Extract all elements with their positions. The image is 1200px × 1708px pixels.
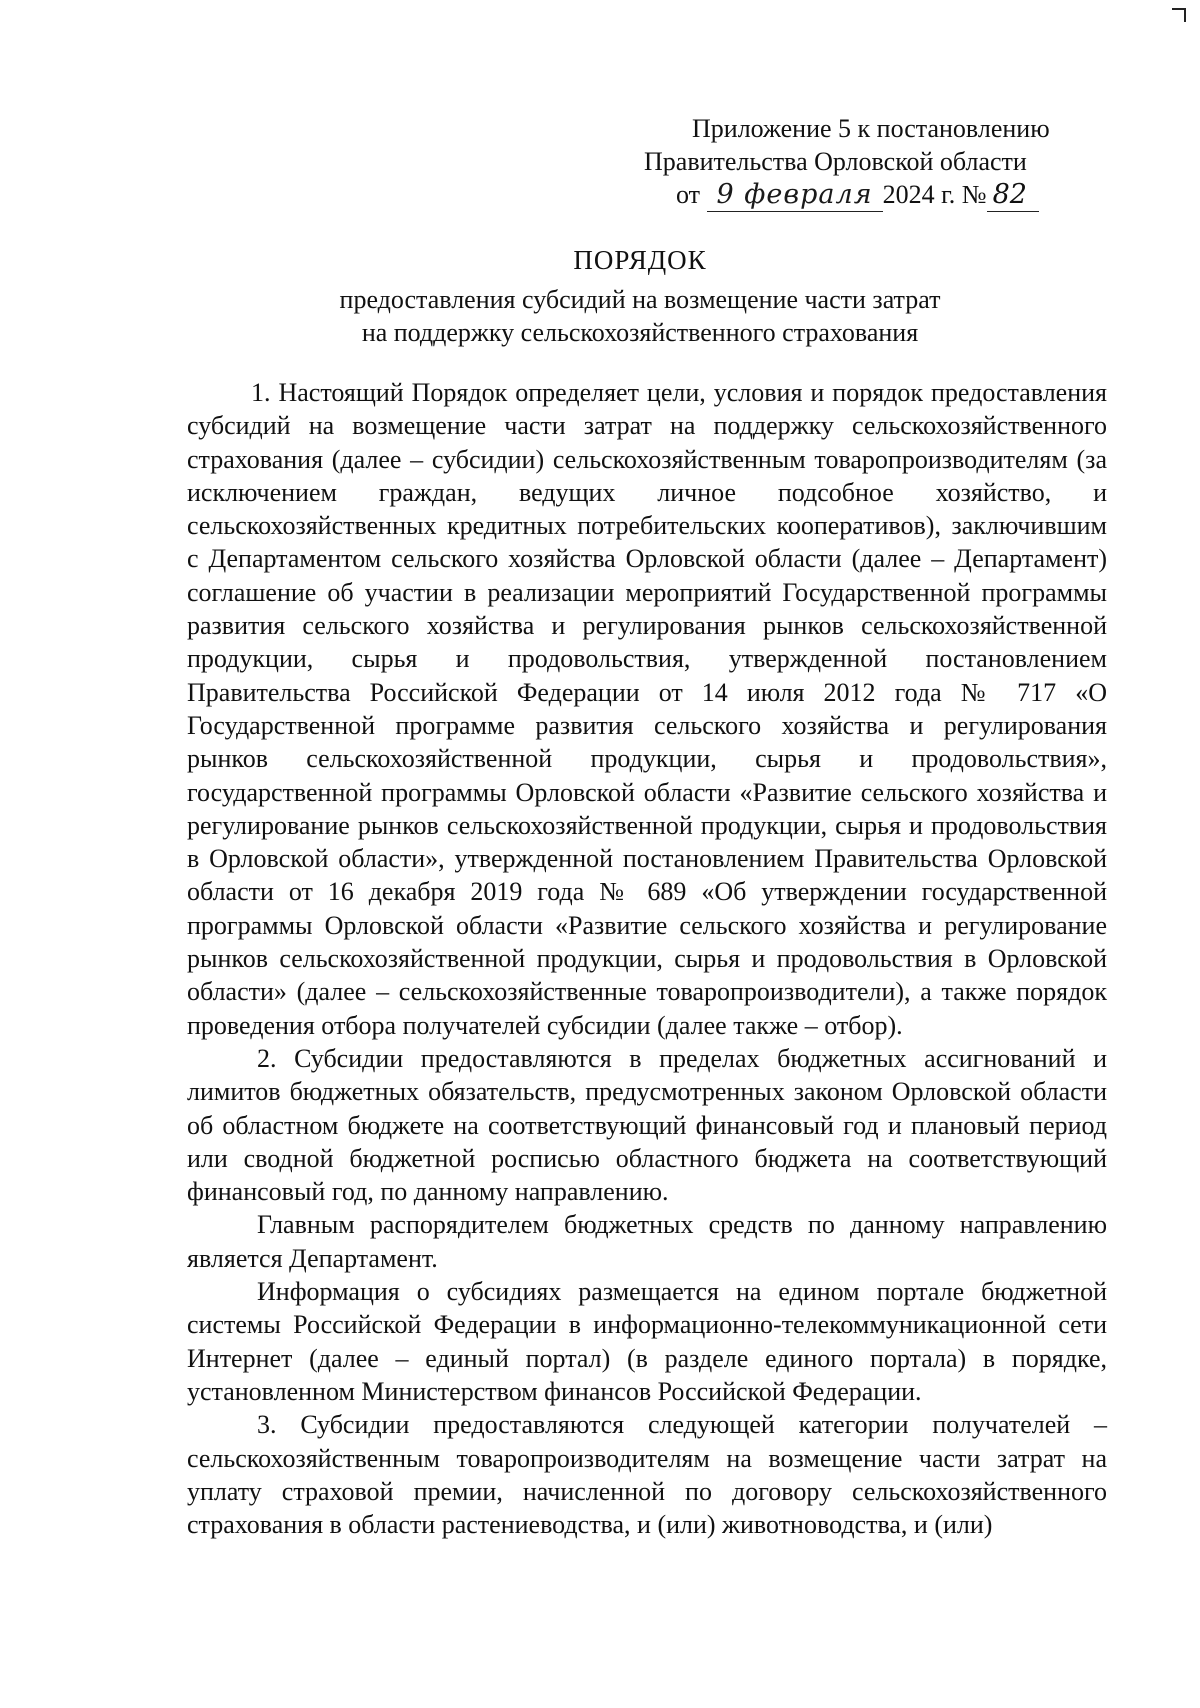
corner-crop-mark [1172, 8, 1186, 22]
paragraph-2: 2. Субсидии предоставляются в пределах бюджетных ассигнований и лимитов бюджетных обязательств, предусмотренных законом Орловской области об областном бюджете на соответствующий финансовый год и плановый период или сводной бюджетной росписью областного бюджета на соответствующий финансовый год, по данному направлению. [187, 1043, 1107, 1207]
appendix-line-2: Правительства Орловской области [644, 147, 1027, 176]
document-subtitle-line-2: на поддержку сельскохозяйственного страхования [361, 318, 919, 347]
paragraph-4: Информация о субсидиях размещается на едином портале бюджетной системы Российской Федерации в информационно-телекоммуникационной сети Интернет (далее – единый портал) (в разделе единого портала) в порядке, установленном Министерством финансов Российской Федерации. [187, 1277, 1107, 1406]
document-title: ПОРЯДОК [573, 245, 707, 275]
paragraph-1: 1. Настоящий Порядок определяет цели, условия и порядок предоставления субсидий на возмещение части затрат на поддержку сельскохозяйственного страхования (далее – субсидии) сельскохозяйственным товаропроизводителям (за исключением граждан, ведущих личное подсобное хозяйство, и сельскохозяйственных кредитных потребительских кооперативов), заключившим с Департаментом сельского хозяйства Орловской области (далее – Департамент) соглашение об участии в реализации мероприятий Государственной программы развития сельского хозяйства и регулирования рынков сельскохозяйственной продукции, сырья и продовольствия, утвержденной постановлением Правительства Российской Федерации от 14 июля 2012 года № 717 «О Государственной программе развития сельского хозяйства и регулирования рынков сельскохозяйственной продукции, сырья и продовольствия», государственной программы Орловской области «Развитие сельского хозяйства и регулирование рынков сельскохозяйственной продукции, сырья и продовольствия в Орловской области», утвержденной постановлением Правительства Орловской области от 16 декабря 2019 года № 689 «Об утверждении государственной программы Орловской области «Развитие сельского хозяйства и регулирование рынков сельскохозяйственной продукции, сырья и продовольствия в Орловской области» (далее – сельскохозяйственные товаропроизводители), а также порядок проведения отбора получателей субсидии (далее также – отбор). [187, 378, 1107, 1040]
document-body [187, 376, 1107, 1541]
date-prefix: от [676, 180, 701, 209]
date-suffix: 2024 г. № [882, 180, 987, 209]
appendix-line-1: Приложение 5 к постановлению [692, 114, 1050, 143]
appendix-date-line [620, 178, 1090, 212]
paragraph-3: Главным распорядителем бюджетных средств по данному направлению является Департамент. [187, 1210, 1107, 1273]
appendix-header [620, 112, 1090, 212]
paragraph-5: 3. Субсидии предоставляются следующей категории получателей – сельскохозяйственным товаропроизводителям на возмещение части затрат на уплату страховой премии, начисленной по договору сельскохозяйственного страхования в области растениеводства, и (или) животноводства, и (или) [187, 1410, 1107, 1540]
document-title-block [180, 244, 1100, 349]
handwritten-number: 82 [987, 178, 1039, 212]
document-subtitle-line-1: предоставления субсидий на возмещение части затрат [339, 285, 941, 314]
handwritten-date: 9 февраля [707, 178, 883, 212]
